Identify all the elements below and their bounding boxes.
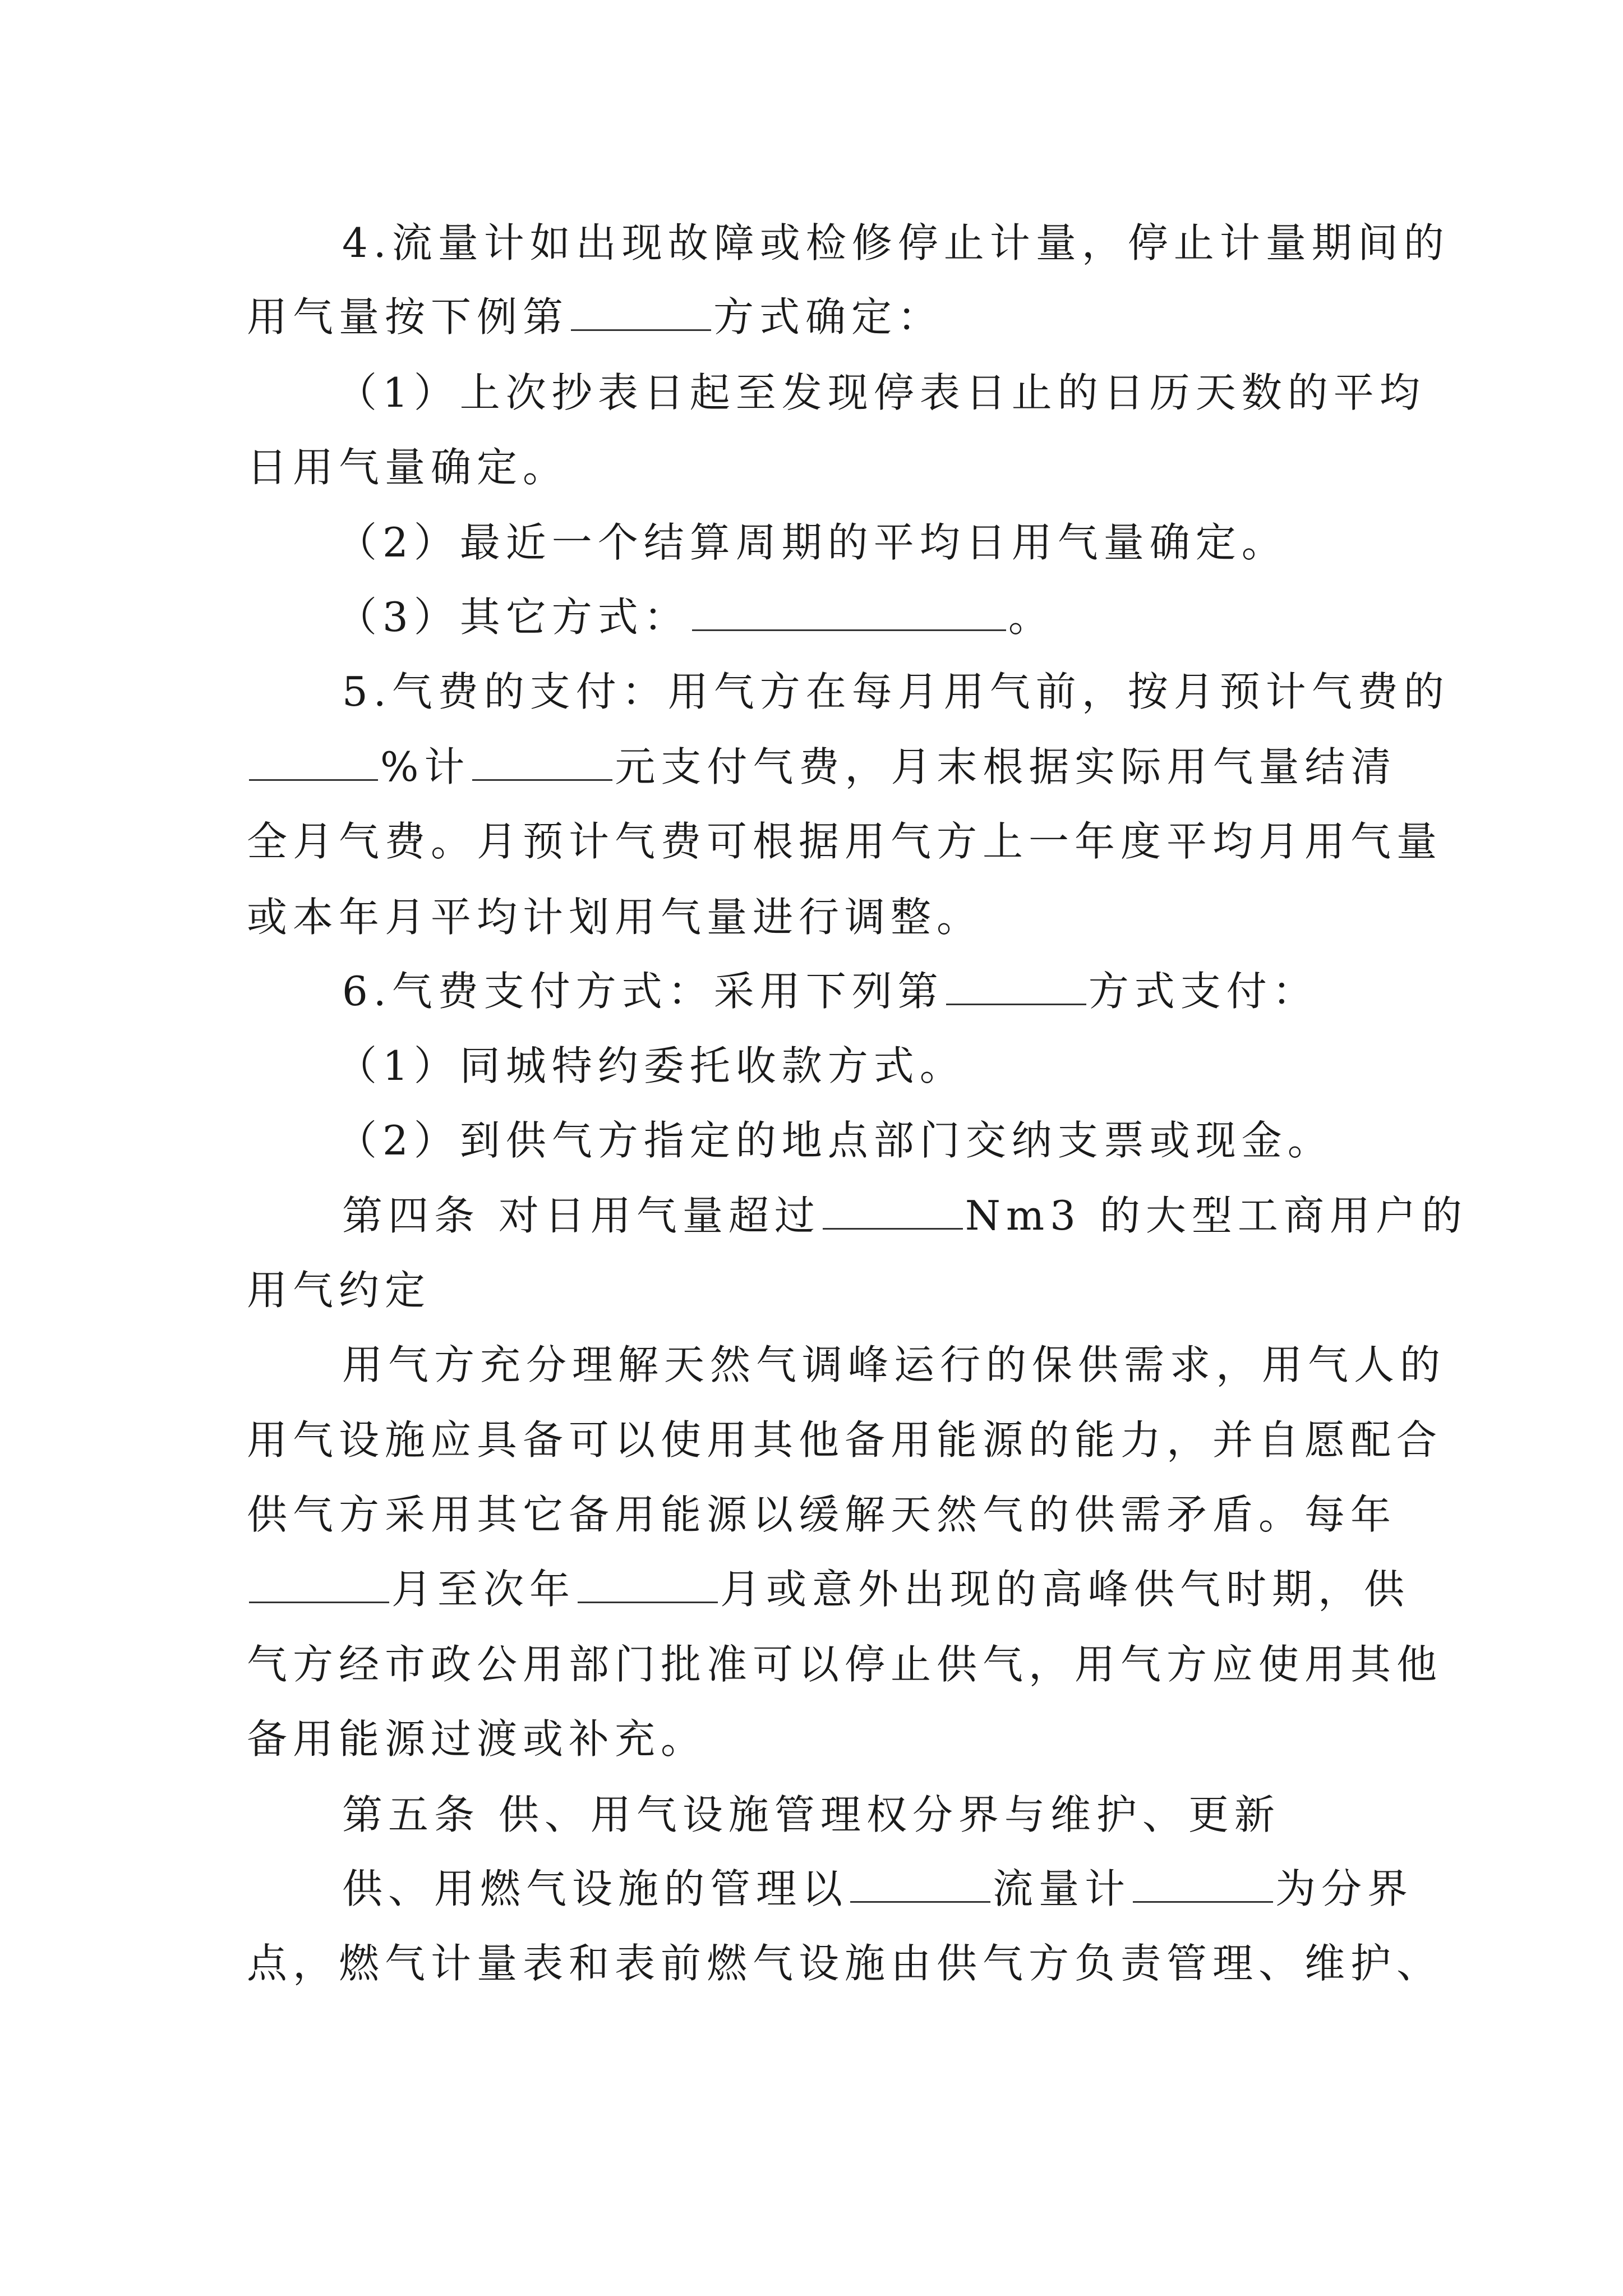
text: 用气约定 <box>247 1267 431 1314</box>
text-line <box>342 661 1450 723</box>
text: （2）到供气方指定的地点部门交纳支票或现金。 <box>336 1117 1334 1164</box>
text: 供气方采用其它备用能源以缓解天然气的供需矛盾。每年 <box>247 1491 1397 1538</box>
text-line <box>247 1409 1442 1471</box>
text-line <box>342 1784 1280 1846</box>
text: （1）同城特约委托收款方式。 <box>336 1042 966 1089</box>
text: 点，燃气计量表和表前燃气设施由供气方负责管理、维护、 <box>247 1940 1443 1987</box>
text-line <box>336 1035 966 1097</box>
text: %计 <box>380 743 471 790</box>
text-line <box>247 736 1396 798</box>
text-line <box>247 886 983 948</box>
text: 4.流量计如出现故障或检修停止计量，停止计量期间的 <box>342 219 1450 266</box>
text-line <box>342 960 1318 1022</box>
text: 第四条 对日用气量超过 <box>342 1192 820 1239</box>
text-line <box>342 1334 1446 1396</box>
text-line <box>247 286 943 348</box>
text-line <box>247 1634 1442 1695</box>
text: 全月气费。月预计气费可根据用气方上一年度平均月用气量 <box>247 818 1443 865</box>
text-line <box>247 1484 1396 1545</box>
fill-blank <box>946 963 1086 1005</box>
text: 方式支付： <box>1088 968 1318 1015</box>
text: 供、用燃气设施的管理以 <box>342 1865 849 1912</box>
text-line <box>342 1858 1413 1920</box>
text-line <box>247 436 569 498</box>
text: 用气方充分理解天然气调峰运行的保供需求，用气人的 <box>342 1341 1446 1388</box>
text: 。 <box>1008 593 1054 641</box>
text-line <box>336 362 1426 424</box>
text-line <box>247 1932 1442 1994</box>
text-line <box>342 212 1450 274</box>
fill-blank <box>823 1188 963 1230</box>
text: 流量计 <box>993 1865 1131 1912</box>
text: 气方经市政公用部门批准可以停止供气，用气方应使用其他 <box>247 1641 1443 1688</box>
text-line <box>336 512 1288 573</box>
text: 或本年月平均计划用气量进行调整。 <box>247 894 983 941</box>
text: 6.气费支付方式：采用下列第 <box>342 968 944 1015</box>
text: 备用能源过渡或补充。 <box>247 1715 707 1763</box>
text-line <box>336 1110 1334 1171</box>
text: 日用气量确定。 <box>247 444 569 491</box>
text: 元支付气费，月末根据实际用气量结清 <box>615 743 1397 790</box>
fill-blank <box>249 739 378 781</box>
text: 第五条 供、用气设施管理权分界与维护、更新 <box>342 1791 1280 1838</box>
text-line <box>247 1259 431 1321</box>
fill-blank <box>578 1561 718 1603</box>
text: Nm3 的大型工商用户的 <box>965 1192 1468 1239</box>
text-line <box>247 811 1442 872</box>
text: 方式确定： <box>713 293 944 341</box>
fill-blank <box>472 739 612 781</box>
text: （1）上次抄表日起至发现停表日止的日历天数的平均 <box>336 369 1426 416</box>
text-line <box>342 1185 1468 1246</box>
text: （3）其它方式： <box>336 593 690 641</box>
text: 月至次年 <box>391 1566 576 1613</box>
text: 月或意外出现的高峰供气时期，供 <box>720 1566 1410 1613</box>
text: 用气设施应具备可以使用其他备用能源的能力，并自愿配合 <box>247 1416 1443 1464</box>
text-line <box>247 1558 1410 1620</box>
fill-blank <box>850 1861 990 1903</box>
text: 为分界 <box>1275 1865 1414 1912</box>
text: 用气量按下例第 <box>247 293 569 341</box>
fill-blank <box>249 1561 389 1603</box>
fill-blank <box>571 289 711 331</box>
text-line <box>247 1708 707 1770</box>
text: 5.气费的支付：用气方在每月用气前，按月预计气费的 <box>342 668 1450 715</box>
fill-blank <box>692 589 1006 631</box>
fill-blank <box>1133 1861 1273 1903</box>
text: （2）最近一个结算周期的平均日用气量确定。 <box>336 519 1288 566</box>
text-line <box>336 586 1054 648</box>
